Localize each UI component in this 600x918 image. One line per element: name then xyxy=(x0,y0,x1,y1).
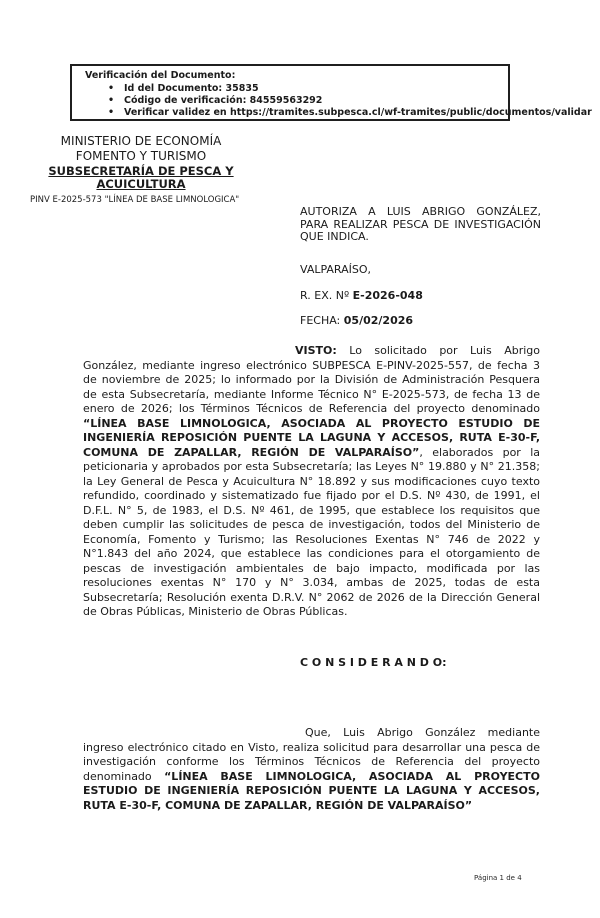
ministry-name xyxy=(0,134,282,163)
city-line: VALPARAÍSO, xyxy=(300,263,372,276)
verification-item-document-id xyxy=(108,83,259,95)
page-number: Página 1 de 4 xyxy=(474,874,522,882)
date-label: FECHA: xyxy=(300,314,344,327)
agency-line-2: ACUICULTURA xyxy=(96,176,186,191)
considerando-heading: C O N S I D E R A N D O: xyxy=(300,656,447,669)
resolution-label: R. EX. Nº xyxy=(300,289,353,302)
agency-line-1: SUBSECRETARÍA DE PESCA Y xyxy=(48,164,234,178)
date-value: 05/02/2026 xyxy=(343,314,414,327)
resolution-number-line xyxy=(300,289,423,302)
agency-name xyxy=(0,165,282,190)
verification-item-url xyxy=(108,107,592,119)
verification-item-text: Id del Documento: 35835 xyxy=(124,83,259,94)
bullet-icon: • xyxy=(108,83,115,94)
verification-title: Verificación del Documento: xyxy=(85,70,236,81)
verification-url-text: Verificar validez en https://tramites.subpesca.cl/wf-tramites/public/documentos/validar xyxy=(124,107,592,118)
project-reference: PINV E-2025-573 "LÍNEA DE BASE LIMNOLOGICA" xyxy=(30,195,240,205)
verification-box xyxy=(70,64,592,121)
verification-item-code xyxy=(108,95,322,107)
bullet-icon: • xyxy=(108,95,115,106)
ministry-line-1: MINISTERIO DE ECONOMÍA xyxy=(60,134,222,148)
resolution-number: E-2026-048 xyxy=(352,289,423,302)
bullet-icon: • xyxy=(108,107,115,118)
verification-item-text: Código de verificación: 84559563292 xyxy=(124,95,323,106)
considerando-paragraph: Que, Luis Abrigo González mediante ingreso electrónico citado en Visto, realiza solicitud para desarrollar una pesca de investigación conforme los Términos Técnicos de Referencia del proyecto denominado “LÍNEA BASE LIMNOLOGICA, ASOCIADA AL PROYECTO ESTUDIO DE INGENIERÍA REPOSICIÓN PUENTE LA LAGUNA Y ACCESOS, RUTA E-30-F, COMUNA DE ZAPALLAR, REGIÓN DE VALPARAÍSO” xyxy=(83,726,540,812)
resolution-subject: AUTORIZA A LUIS ABRIGO GONZÁLEZ, PARA REALIZAR PESCA DE INVESTIGACIÓN QUE INDICA. xyxy=(300,205,541,243)
ministry-line-2: FOMENTO Y TURISMO xyxy=(75,148,207,163)
visto-paragraph: VISTO: Lo solicitado por Luis Abrigo González, mediante ingreso electrónico SUBPESCA E-PINV-2025-557, de fecha 3 de noviembre de 2025; lo informado por la División de Administración Pesquera de esta Subsecretaría, mediante Informe Técnico N° E-2025-573, de fecha 13 de enero de 2026; los Términos Técnicos de Referencia del proyecto denominado “LÍNEA BASE LIMNOLOGICA, ASOCIADA AL PROYECTO ESTUDIO DE INGENIERÍA REPOSICIÓN PUENTE LA LAGUNA Y ACCESOS, RUTA E-30-F, COMUNA DE ZAPALLAR, REGIÓN DE VALPARAÍSO”, elaborados por la peticionaria y aprobados por esta Subsecretaría; las Leyes N° 19.880 y N° 21.358; la Ley General de Pesca y Acuicultura N° 18.892 y sus modificaciones cuyo texto refundido, coordinado y sistematizado fue fijado por el D.S. Nº 430, de 1991, el D.F.L. N° 5, de 1983, el D.S. Nº 461, de 1995, que establece los requisitos que deben cumplir las solicitudes de pesca de investigación, todos del Ministerio de Economía, Fomento y Turismo; las Resoluciones Exentas N° 746 de 2022 y N°1.843 del año 2024, que establece las condiciones para el otorgamiento de pescas de investigación ambientales de bajo impacto, modificada por las resoluciones exentas N° 170 y N° 3.034, ambas de 2025, todas de esta Subsecretaría; Resolución exenta D.R.V. N° 2062 de 2026 de la Dirección General de Obras Públicas, Ministerio de Obras Públicas. xyxy=(83,344,540,618)
date-line xyxy=(300,314,413,327)
